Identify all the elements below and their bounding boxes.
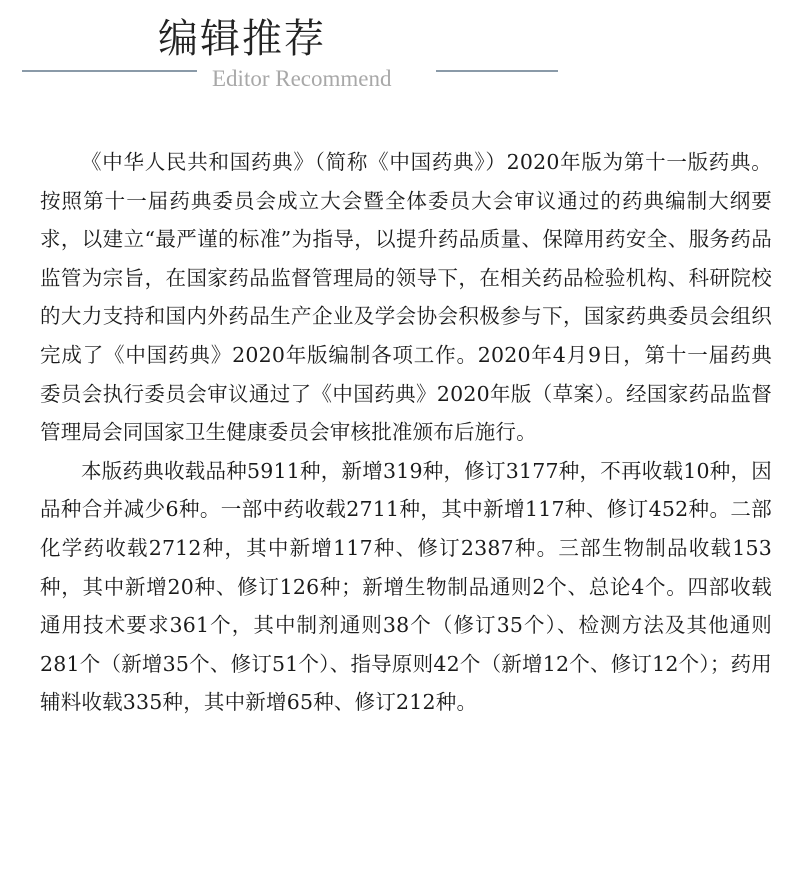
section-subtitle: Editor Recommend (212, 66, 392, 91)
article-body (40, 143, 772, 722)
title-divider-right (436, 70, 558, 72)
paragraph-statistics: 本版药典收载品种5911种，新增319种，修订3177种，不再收载10种，因品种合并减少6种。一部中药收载2711种，其中新增117种、修订452种。二部化学药收载2712种，其中新增117种、修订2387种。三部生物制品收载153种，其中新增20种、修订126种；新增生物制品通则2个、总论4个。四部收载通用技术要求361个，其中制剂通则38个（修订35个）、检测方法及其他通则281个（新增35个、修订51个）、指导原则42个（新增12个、修订12个）；药用辅料收载335种，其中新增65种、修订212种。 (40, 458, 772, 715)
section-title: 编辑推荐 (158, 16, 326, 62)
title-divider-left (22, 70, 197, 72)
paragraph-intro: 《中华人民共和国药典》（简称《中国药典》）2020年版为第十一版药典。按照第十一届药典委员会成立大会暨全体委员大会审议通过的药典编制大纲要求，以建立“最严谨的标准”为指导，以提升药品质量、保障用药安全、服务药品监管为宗旨，在国家药品监督管理局的领导下，在相关药品检验机构、科研院校的大力支持和国内外药品生产企业及学会协会积极参与下，国家药典委员会组织完成了《中国药典》2020年版编制各项工作。2020年4月9日，第十一届药典委员会执行委员会审议通过了《中国药典》2020年版（草案）。经国家药品监督管理局会同国家卫生健康委员会审核批准颁布后施行。 (40, 150, 772, 445)
section-header (0, 0, 800, 110)
